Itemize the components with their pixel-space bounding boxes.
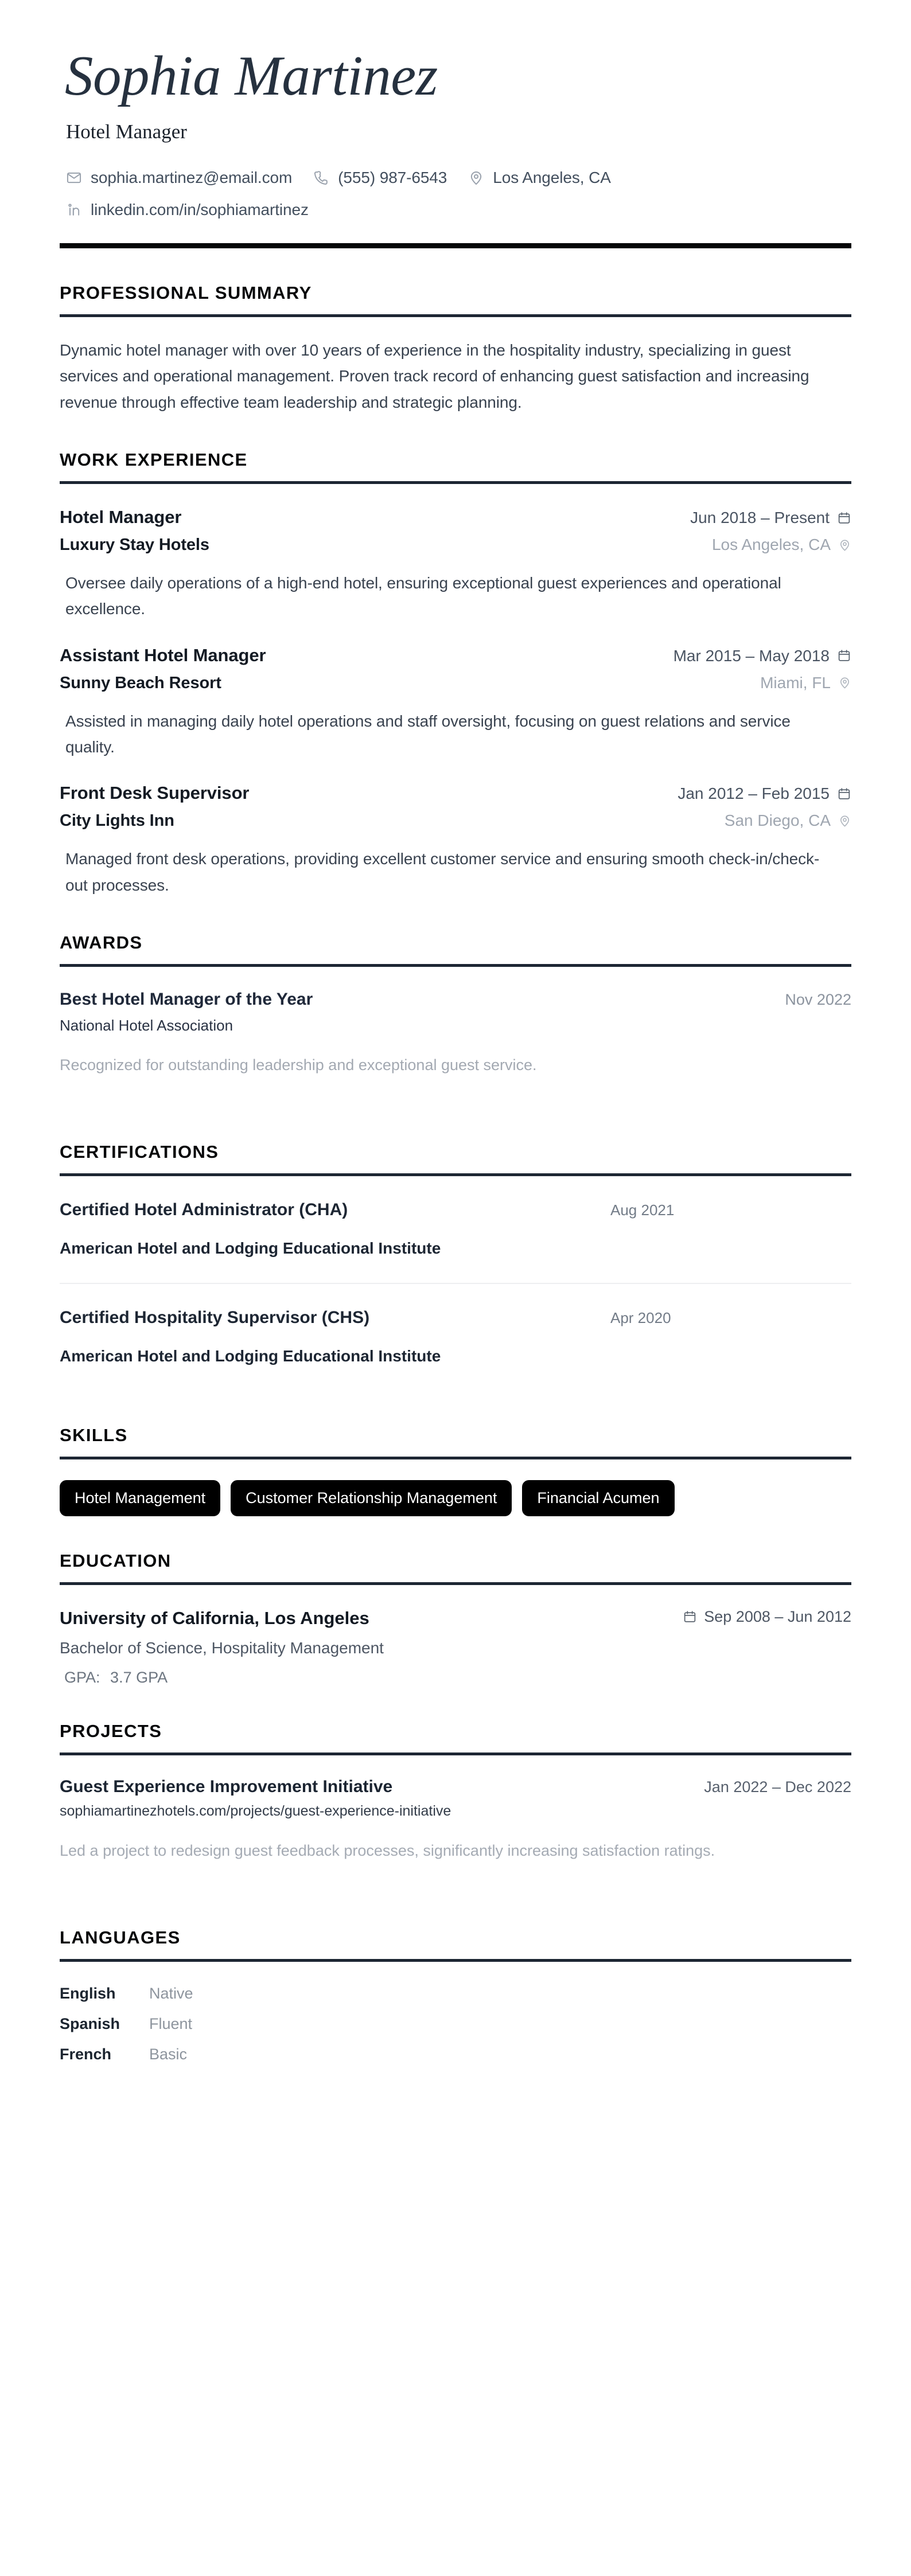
skill-chip: Financial Acumen	[522, 1480, 674, 1516]
language-row	[60, 2046, 851, 2063]
language-level: Basic	[149, 2045, 188, 2063]
experience-description: Assisted in managing daily hotel operations and staff oversight, focusing on guest relations and service quality.	[65, 712, 791, 756]
certification-date: Aug 2021	[610, 1201, 675, 1219]
experience-dates-text: Jan 2012 – Feb 2015	[678, 784, 830, 803]
contact-phone[interactable]	[313, 169, 447, 187]
phone-icon	[313, 169, 330, 186]
experience-role-row	[60, 507, 851, 528]
experience-location	[760, 674, 851, 692]
education-gpa-value: 3.7 GPA	[110, 1669, 168, 1687]
resume-content	[60, 47, 851, 2063]
language-level: Fluent	[149, 2015, 193, 2032]
location-pin-icon	[838, 814, 851, 828]
language-row	[60, 1985, 851, 2003]
skill-chip: Customer Relationship Management	[231, 1480, 512, 1516]
section-title-summary: PROFESSIONAL SUMMARY	[60, 282, 312, 303]
location-pin-icon	[838, 538, 851, 552]
section-professional-summary	[60, 283, 851, 415]
award-name: Best Hotel Manager of the Year	[60, 990, 313, 1009]
certification-title-row	[60, 1200, 851, 1220]
education-gpa-label: GPA:	[64, 1669, 100, 1687]
section-rule-projects	[60, 1753, 851, 1755]
spacer	[60, 1078, 851, 1107]
contact-location-text: Los Angeles, CA	[493, 168, 611, 186]
experience-role-row	[60, 783, 851, 803]
experience-role: Front Desk Supervisor	[60, 783, 250, 803]
experience-location	[712, 536, 851, 554]
contact-location	[468, 169, 611, 187]
language-level: Native	[149, 1984, 193, 2002]
language-name: English	[60, 1984, 116, 2002]
experience-entry	[60, 645, 851, 760]
experience-role-row	[60, 645, 851, 666]
education-school-row	[60, 1608, 851, 1629]
experience-dates	[673, 647, 851, 665]
section-title-projects: PROJECTS	[60, 1721, 162, 1742]
experience-company: Luxury Stay Hotels	[60, 536, 209, 555]
resume-header	[60, 47, 851, 219]
section-rule-summary	[60, 314, 851, 317]
section-awards	[60, 932, 851, 1078]
certification-issuer: American Hotel and Lodging Educational Institute	[60, 1347, 441, 1365]
section-education	[60, 1551, 851, 1687]
experience-description: Managed front desk operations, providing excellent customer service and ensuring smooth check-in/check-out processes.	[65, 850, 820, 894]
summary-text: Dynamic hotel manager with over 10 years of experience in the hospitality industry, specializing in guest services and operational management. Proven track record of enhancing guest satisfaction and increasing revenue through effective team leadership and strategic planning.	[60, 341, 809, 411]
calendar-icon	[837, 787, 851, 801]
award-description: Recognized for outstanding leadership and exceptional guest service.	[60, 1056, 537, 1074]
section-title-awards: AWARDS	[60, 932, 143, 953]
experience-location	[725, 811, 851, 830]
section-title-certifications: CERTIFICATIONS	[60, 1142, 219, 1162]
project-entry	[60, 1777, 851, 1863]
section-certifications	[60, 1142, 851, 1391]
contact-block	[65, 169, 851, 219]
section-skills	[60, 1425, 851, 1516]
experience-entry	[60, 507, 851, 622]
section-projects	[60, 1721, 851, 1863]
experience-location-text: Los Angeles, CA	[711, 536, 831, 554]
language-name: Spanish	[60, 2015, 120, 2032]
certification-title-row	[60, 1308, 851, 1328]
calendar-icon	[837, 511, 851, 525]
language-row	[60, 2015, 851, 2033]
project-title-row	[60, 1777, 851, 1797]
certification-name: Certified Hotel Administrator (CHA)	[60, 1200, 348, 1220]
header-divider	[60, 243, 851, 248]
experience-company: City Lights Inn	[60, 811, 174, 830]
certification-entry	[60, 1176, 851, 1283]
language-name: French	[60, 2045, 112, 2063]
contact-line-primary	[65, 169, 851, 187]
linkedin-icon	[65, 201, 83, 218]
certification-name: Certified Hospitality Supervisor (CHS)	[60, 1308, 370, 1328]
education-dates-text: Sep 2008 – Jun 2012	[704, 1608, 851, 1626]
award-entry	[60, 990, 851, 1078]
spacer	[60, 1863, 851, 1893]
skills-list	[60, 1480, 851, 1516]
contact-email[interactable]	[65, 169, 292, 187]
project-description: Led a project to redesign guest feedback processes, significantly increasing satisfaction ratings.	[60, 1842, 715, 1860]
skill-chip: Hotel Management	[60, 1480, 220, 1516]
experience-dates-text: Mar 2015 – May 2018	[673, 646, 830, 665]
candidate-name: Sophia Martinez	[65, 45, 438, 107]
award-issuer: National Hotel Association	[60, 1017, 233, 1035]
experience-entry	[60, 783, 851, 898]
section-title-languages: LANGUAGES	[60, 1927, 181, 1947]
candidate-job-title: Hotel Manager	[66, 120, 187, 143]
experience-company: Sunny Beach Resort	[60, 673, 221, 692]
experience-location-text: Miami, FL	[760, 673, 831, 692]
certification-date: Apr 2020	[610, 1309, 671, 1327]
experience-description: Oversee daily operations of a high-end hotel, ensuring exceptional guest experiences and operational excellence.	[65, 574, 781, 618]
experience-dates-text: Jun 2018 – Present	[690, 509, 830, 527]
section-rule-languages	[60, 1959, 851, 1962]
experience-company-row	[60, 803, 851, 830]
certification-issuer: American Hotel and Lodging Educational Institute	[60, 1239, 441, 1258]
calendar-icon	[837, 649, 851, 663]
education-dates	[683, 1608, 851, 1626]
location-pin-icon	[838, 676, 851, 689]
calendar-icon	[683, 1610, 697, 1624]
location-icon	[468, 169, 485, 186]
project-dates: Jan 2022 – Dec 2022	[704, 1778, 851, 1796]
section-rule-experience	[60, 481, 851, 484]
project-name: Guest Experience Improvement Initiative	[60, 1777, 393, 1797]
experience-role: Hotel Manager	[60, 507, 182, 528]
section-title-experience: WORK EXPERIENCE	[60, 450, 248, 470]
award-title-row	[60, 990, 851, 1009]
contact-linkedin-text: linkedin.com/in/sophiamartinez	[91, 200, 309, 218]
email-icon	[65, 169, 83, 186]
languages-list	[60, 1985, 851, 2063]
section-rule-skills	[60, 1457, 851, 1459]
section-rule-education	[60, 1582, 851, 1585]
section-rule-awards	[60, 964, 851, 967]
contact-line-linkedin	[65, 201, 851, 219]
education-entry	[60, 1608, 851, 1687]
contact-phone-text: (555) 987-6543	[338, 168, 447, 186]
education-degree: Bachelor of Science, Hospitality Management	[60, 1639, 384, 1657]
section-title-education: EDUCATION	[60, 1551, 172, 1571]
education-gpa	[64, 1669, 851, 1687]
contact-email-text: sophia.martinez@email.com	[91, 168, 293, 186]
experience-role: Assistant Hotel Manager	[60, 645, 266, 665]
section-work-experience	[60, 450, 851, 898]
section-title-skills: SKILLS	[60, 1425, 128, 1446]
education-school: University of California, Los Angeles	[60, 1608, 369, 1629]
section-languages	[60, 1927, 851, 2063]
certification-entry	[60, 1283, 851, 1391]
contact-linkedin[interactable]	[65, 201, 309, 219]
experience-location-text: San Diego, CA	[724, 811, 831, 830]
experience-dates	[678, 784, 851, 803]
project-url[interactable]: sophiamartinezhotels.com/projects/guest-experience-initiative	[60, 1803, 451, 1820]
experience-company-row	[60, 666, 851, 693]
award-date: Nov 2022	[785, 991, 851, 1009]
experience-company-row	[60, 528, 851, 555]
experience-dates	[690, 509, 851, 527]
